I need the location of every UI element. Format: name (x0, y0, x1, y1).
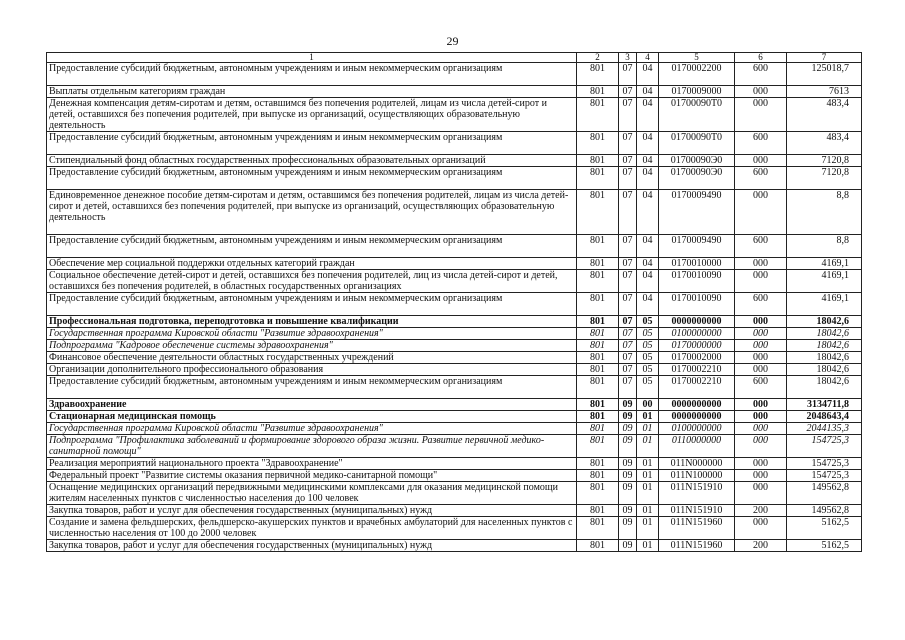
cell-amount: 483,4 (787, 132, 862, 155)
cell-expense-type: 000 (735, 270, 787, 293)
cell-section: 07 (619, 63, 637, 86)
cell-expense-type: 000 (735, 328, 787, 340)
cell-amount: 8,8 (787, 190, 862, 235)
cell-target-article: 0100000000 (659, 328, 735, 340)
cell-name: Реализация мероприятий национального проекта "Здравоохранение" (47, 458, 577, 470)
cell-subsection: 01 (637, 505, 659, 517)
table-row (47, 293, 862, 316)
cell-target-article: 01700090Э0 (659, 167, 735, 190)
cell-expense-type: 000 (735, 155, 787, 167)
cell-subsection: 05 (637, 340, 659, 352)
cell-amount: 5162,5 (787, 517, 862, 540)
cell-ministry-code: 801 (577, 540, 619, 552)
table-row (47, 470, 862, 482)
cell-expense-type: 000 (735, 411, 787, 423)
table-row (47, 258, 862, 270)
column-header-5: 5 (659, 53, 735, 63)
cell-amount: 7613 (787, 86, 862, 98)
cell-expense-type: 000 (735, 458, 787, 470)
cell-subsection: 01 (637, 470, 659, 482)
cell-expense-type: 600 (735, 132, 787, 155)
cell-subsection: 01 (637, 517, 659, 540)
cell-section: 07 (619, 364, 637, 376)
column-header-2: 2 (577, 53, 619, 63)
cell-amount: 18042,6 (787, 364, 862, 376)
table-row (47, 235, 862, 258)
cell-ministry-code: 801 (577, 340, 619, 352)
cell-section: 07 (619, 376, 637, 399)
cell-section: 09 (619, 505, 637, 517)
cell-subsection: 04 (637, 155, 659, 167)
cell-expense-type: 600 (735, 293, 787, 316)
cell-expense-type: 200 (735, 540, 787, 552)
table-row (47, 364, 862, 376)
cell-section: 07 (619, 86, 637, 98)
cell-ministry-code: 801 (577, 470, 619, 482)
cell-name: Стационарная медицинская помощь (47, 411, 577, 423)
cell-subsection: 05 (637, 316, 659, 328)
cell-ministry-code: 801 (577, 132, 619, 155)
table-row (47, 132, 862, 155)
cell-target-article: 0000000000 (659, 399, 735, 411)
table-row (47, 98, 862, 132)
cell-amount: 483,4 (787, 98, 862, 132)
cell-amount: 5162,5 (787, 540, 862, 552)
cell-section: 09 (619, 482, 637, 505)
cell-target-article: 0170009490 (659, 235, 735, 258)
cell-section: 07 (619, 98, 637, 132)
column-header-1: 1 (47, 53, 577, 63)
cell-section: 09 (619, 517, 637, 540)
cell-ministry-code: 801 (577, 167, 619, 190)
cell-subsection: 01 (637, 411, 659, 423)
header-row (47, 53, 862, 63)
cell-target-article: 011N151960 (659, 517, 735, 540)
cell-name: Создание и замена фельдшерских, фельдшерско-акушерских пунктов и врачебных амбулаторий для населенных пунктов с численностью населения от 100 до 2000 человек (47, 517, 577, 540)
cell-expense-type: 000 (735, 316, 787, 328)
cell-target-article: 0170009490 (659, 190, 735, 235)
cell-amount: 125018,7 (787, 63, 862, 86)
cell-name: Закупка товаров, работ и услуг для обеспечения государственных (муниципальных) нужд (47, 540, 577, 552)
cell-subsection: 04 (637, 86, 659, 98)
cell-ministry-code: 801 (577, 86, 619, 98)
cell-name: Закупка товаров, работ и услуг для обеспечения государственных (муниципальных) нужд (47, 505, 577, 517)
cell-expense-type: 000 (735, 86, 787, 98)
table-row (47, 411, 862, 423)
cell-ministry-code: 801 (577, 293, 619, 316)
cell-amount: 154725,3 (787, 470, 862, 482)
cell-section: 07 (619, 316, 637, 328)
cell-ministry-code: 801 (577, 328, 619, 340)
cell-amount: 4169,1 (787, 270, 862, 293)
cell-subsection: 04 (637, 63, 659, 86)
cell-expense-type: 000 (735, 517, 787, 540)
cell-name: Предоставление субсидий бюджетным, автономным учреждениям и иным некоммерческим организациям (47, 132, 577, 155)
cell-section: 09 (619, 470, 637, 482)
cell-amount: 7120,8 (787, 155, 862, 167)
column-header-4: 4 (637, 53, 659, 63)
cell-expense-type: 000 (735, 190, 787, 235)
cell-section: 09 (619, 399, 637, 411)
cell-amount: 8,8 (787, 235, 862, 258)
cell-target-article: 011N151910 (659, 482, 735, 505)
table-row (47, 376, 862, 399)
cell-amount: 154725,3 (787, 435, 862, 458)
cell-target-article: 011N000000 (659, 458, 735, 470)
cell-name: Государственная программа Кировской области "Развитие здравоохранения" (47, 423, 577, 435)
table-row (47, 352, 862, 364)
cell-section: 07 (619, 352, 637, 364)
cell-ministry-code: 801 (577, 505, 619, 517)
cell-name: Социальное обеспечение детей-сирот и детей, оставшихся без попечения родителей, лиц из числа детей-сирот и детей, оставшихся без попечения родителей, в областных государственных организациях (47, 270, 577, 293)
cell-name: Подпрограмма "Профилактика заболеваний и формирование здорового образа жизни. Развитие первичной медико-санитарной помощи" (47, 435, 577, 458)
table-row (47, 86, 862, 98)
cell-ministry-code: 801 (577, 155, 619, 167)
cell-amount: 2048643,4 (787, 411, 862, 423)
cell-subsection: 04 (637, 98, 659, 132)
cell-ministry-code: 801 (577, 399, 619, 411)
column-header-7: 7 (787, 53, 862, 63)
cell-amount: 18042,6 (787, 328, 862, 340)
cell-target-article: 0170010090 (659, 293, 735, 316)
cell-target-article: 0110000000 (659, 435, 735, 458)
cell-section: 07 (619, 293, 637, 316)
cell-section: 07 (619, 190, 637, 235)
cell-name: Единовременное денежное пособие детям-сиротам и детям, оставшимся без попечения родителей, лицам из числа детей-сирот и детей, оставшихся без попечения родителей, при выпуске из организаций, осуществляющих образовательную деятельность (47, 190, 577, 235)
cell-target-article: 011N100000 (659, 470, 735, 482)
cell-name: Подпрограмма "Кадровое обеспечение системы здравоохранения" (47, 340, 577, 352)
cell-target-article: 011N151960 (659, 540, 735, 552)
cell-amount: 154725,3 (787, 458, 862, 470)
cell-name: Оснащение медицинских организаций передвижными медицинскими комплексами для оказания медицинской помощи жителям населенных пунктов с численностью населения до 100 человек (47, 482, 577, 505)
cell-amount: 2044135,3 (787, 423, 862, 435)
cell-subsection: 04 (637, 132, 659, 155)
cell-section: 09 (619, 411, 637, 423)
cell-ministry-code: 801 (577, 270, 619, 293)
cell-subsection: 01 (637, 482, 659, 505)
cell-ministry-code: 801 (577, 435, 619, 458)
cell-subsection: 00 (637, 399, 659, 411)
table-row (47, 328, 862, 340)
column-header-3: 3 (619, 53, 637, 63)
table-row (47, 435, 862, 458)
table-row (47, 540, 862, 552)
cell-section: 09 (619, 435, 637, 458)
cell-expense-type: 000 (735, 470, 787, 482)
table-row (47, 399, 862, 411)
table-row (47, 423, 862, 435)
cell-target-article: 0170002210 (659, 376, 735, 399)
cell-target-article: 01700090Т0 (659, 132, 735, 155)
cell-ministry-code: 801 (577, 235, 619, 258)
budget-table (46, 52, 862, 552)
cell-expense-type: 000 (735, 399, 787, 411)
cell-expense-type: 000 (735, 482, 787, 505)
cell-ministry-code: 801 (577, 364, 619, 376)
cell-amount: 3134711,8 (787, 399, 862, 411)
cell-section: 07 (619, 328, 637, 340)
cell-name: Предоставление субсидий бюджетным, автономным учреждениям и иным некоммерческим организациям (47, 293, 577, 316)
cell-target-article: 01700090Э0 (659, 155, 735, 167)
cell-target-article: 0170002000 (659, 352, 735, 364)
cell-name: Финансовое обеспечение деятельности областных государственных учреждений (47, 352, 577, 364)
page-number: 29 (446, 34, 459, 48)
table-body (47, 63, 862, 552)
cell-section: 07 (619, 167, 637, 190)
cell-name: Организации дополнительного профессионального образования (47, 364, 577, 376)
cell-name: Здравоохранение (47, 399, 577, 411)
cell-expense-type: 600 (735, 376, 787, 399)
cell-expense-type: 600 (735, 167, 787, 190)
cell-expense-type: 000 (735, 340, 787, 352)
cell-name: Федеральный проект "Развитие системы оказания первичной медико-санитарной помощи" (47, 470, 577, 482)
table-row (47, 517, 862, 540)
cell-name: Государственная программа Кировской области "Развитие здравоохранения" (47, 328, 577, 340)
cell-name: Предоставление субсидий бюджетным, автономным учреждениям и иным некоммерческим организациям (47, 235, 577, 258)
cell-ministry-code: 801 (577, 258, 619, 270)
cell-ministry-code: 801 (577, 63, 619, 86)
cell-section: 09 (619, 458, 637, 470)
cell-subsection: 01 (637, 458, 659, 470)
cell-target-article: 0100000000 (659, 423, 735, 435)
cell-subsection: 05 (637, 352, 659, 364)
cell-amount: 149562,8 (787, 482, 862, 505)
cell-ministry-code: 801 (577, 458, 619, 470)
cell-subsection: 05 (637, 328, 659, 340)
cell-expense-type: 000 (735, 258, 787, 270)
cell-subsection: 04 (637, 167, 659, 190)
column-header-6: 6 (735, 53, 787, 63)
cell-ministry-code: 801 (577, 98, 619, 132)
cell-target-article: 01700090Т0 (659, 98, 735, 132)
cell-section: 07 (619, 258, 637, 270)
table-row (47, 167, 862, 190)
cell-amount: 7120,8 (787, 167, 862, 190)
cell-section: 07 (619, 235, 637, 258)
cell-name: Предоставление субсидий бюджетным, автономным учреждениям и иным некоммерческим организациям (47, 167, 577, 190)
cell-amount: 18042,6 (787, 316, 862, 328)
cell-ministry-code: 801 (577, 423, 619, 435)
cell-target-article: 0000000000 (659, 316, 735, 328)
table-row (47, 482, 862, 505)
table-row (47, 190, 862, 235)
cell-target-article: 0170010000 (659, 258, 735, 270)
cell-subsection: 04 (637, 258, 659, 270)
cell-target-article: 0170009000 (659, 86, 735, 98)
cell-section: 07 (619, 340, 637, 352)
cell-name: Предоставление субсидий бюджетным, автономным учреждениям и иным некоммерческим организациям (47, 376, 577, 399)
cell-section: 07 (619, 155, 637, 167)
cell-amount: 18042,6 (787, 376, 862, 399)
cell-target-article: 0170010090 (659, 270, 735, 293)
table-row (47, 458, 862, 470)
cell-name: Стипендиальный фонд областных государственных профессиональных образовательных организаций (47, 155, 577, 167)
cell-subsection: 05 (637, 376, 659, 399)
cell-ministry-code: 801 (577, 316, 619, 328)
cell-expense-type: 600 (735, 63, 787, 86)
cell-ministry-code: 801 (577, 376, 619, 399)
cell-target-article: 0170002210 (659, 364, 735, 376)
cell-section: 07 (619, 270, 637, 293)
table-row (47, 270, 862, 293)
cell-ministry-code: 801 (577, 517, 619, 540)
cell-expense-type: 000 (735, 435, 787, 458)
cell-subsection: 01 (637, 435, 659, 458)
cell-expense-type: 200 (735, 505, 787, 517)
cell-name: Выплаты отдельным категориям граждан (47, 86, 577, 98)
cell-section: 09 (619, 423, 637, 435)
cell-section: 07 (619, 132, 637, 155)
cell-expense-type: 000 (735, 423, 787, 435)
cell-ministry-code: 801 (577, 352, 619, 364)
cell-amount: 4169,1 (787, 293, 862, 316)
cell-subsection: 05 (637, 364, 659, 376)
cell-subsection: 04 (637, 270, 659, 293)
cell-amount: 18042,6 (787, 352, 862, 364)
cell-name: Денежная компенсация детям-сиротам и детям, оставшимся без попечения родителей, лицам из числа детей-сирот и детей, оставшихся без попечения родителей, при выпуске из организаций, осуществляющих образовательную деятельность (47, 98, 577, 132)
table-row (47, 340, 862, 352)
cell-name: Обеспечение мер социальной поддержки отдельных категорий граждан (47, 258, 577, 270)
cell-ministry-code: 801 (577, 411, 619, 423)
cell-target-article: 011N151910 (659, 505, 735, 517)
cell-amount: 149562,8 (787, 505, 862, 517)
table-row (47, 63, 862, 86)
cell-ministry-code: 801 (577, 482, 619, 505)
cell-target-article: 0170002200 (659, 63, 735, 86)
table-row (47, 316, 862, 328)
cell-expense-type: 000 (735, 98, 787, 132)
cell-subsection: 01 (637, 540, 659, 552)
cell-subsection: 04 (637, 235, 659, 258)
cell-expense-type: 000 (735, 352, 787, 364)
cell-target-article: 0000000000 (659, 411, 735, 423)
cell-subsection: 01 (637, 423, 659, 435)
table-row (47, 155, 862, 167)
cell-expense-type: 000 (735, 364, 787, 376)
cell-section: 09 (619, 540, 637, 552)
cell-expense-type: 600 (735, 235, 787, 258)
cell-name: Профессиональная подготовка, переподготовка и повышение квалификации (47, 316, 577, 328)
cell-name: Предоставление субсидий бюджетным, автономным учреждениям и иным некоммерческим организациям (47, 63, 577, 86)
cell-subsection: 04 (637, 293, 659, 316)
cell-subsection: 04 (637, 190, 659, 235)
cell-amount: 4169,1 (787, 258, 862, 270)
cell-target-article: 0170000000 (659, 340, 735, 352)
cell-amount: 18042,6 (787, 340, 862, 352)
table-row (47, 505, 862, 517)
cell-ministry-code: 801 (577, 190, 619, 235)
